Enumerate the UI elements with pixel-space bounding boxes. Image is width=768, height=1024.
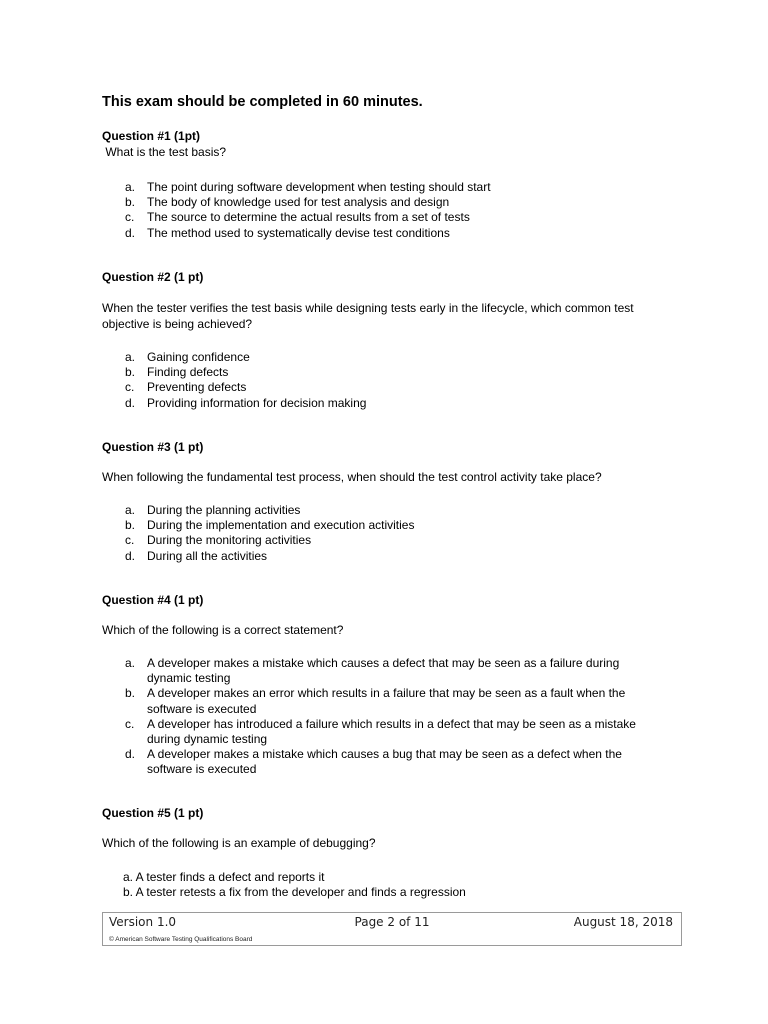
option-item	[102, 210, 667, 225]
option-text: During all the activities	[147, 548, 268, 563]
option-item	[102, 380, 667, 395]
option-letter: d.	[125, 225, 136, 240]
option-text: During the planning activities	[147, 503, 301, 517]
option-letter: a.	[125, 503, 136, 517]
option-text: A developer makes a mistake which causes a bug that may be seen as a defect when the software is executed	[147, 747, 622, 777]
option-text: During the monitoring activities	[147, 533, 312, 548]
option-letter: c.	[125, 533, 135, 548]
option-letter: c.	[125, 210, 135, 225]
option-item	[102, 717, 667, 747]
option-item	[102, 549, 667, 564]
question-1-options	[102, 180, 667, 241]
option-text: Gaining confidence	[147, 350, 250, 364]
question-4-text: Which of the following is a correct statement?	[102, 623, 344, 637]
question-4-options	[102, 656, 667, 778]
question-3-heading: Question #3 (1 pt)	[102, 440, 204, 454]
option-letter: a.	[125, 180, 136, 194]
option-text: Providing information for decision making	[147, 395, 367, 410]
option-text: A developer has introduced a failure which results in a defect that may be seen as a mistake during dynamic testing	[147, 716, 636, 747]
option-letter: a.	[125, 350, 136, 364]
question-1-text: What is the test basis?	[102, 145, 227, 159]
option-item: b. A tester retests a fix from the developer and finds a regression	[123, 885, 466, 900]
option-item	[102, 350, 667, 365]
page-title: This exam should be completed in 60 minutes.	[102, 94, 423, 110]
option-item	[102, 180, 667, 195]
page-footer	[102, 912, 682, 946]
option-item	[102, 195, 667, 210]
option-letter: b.	[125, 686, 136, 701]
footer-page-number: Page 2 of 11	[354, 915, 430, 929]
question-3-text: When following the fundamental test process, when should the test control activity take place?	[102, 470, 602, 484]
option-letter: b.	[125, 518, 136, 533]
option-text: A developer makes an error which results in a failure that may be seen as a fault when the software is executed	[147, 686, 626, 716]
option-letter: d.	[125, 747, 136, 762]
option-text: Preventing defects	[147, 380, 247, 395]
option-letter: a.	[125, 656, 136, 670]
option-item	[102, 503, 667, 518]
option-letter: d.	[125, 395, 136, 410]
option-item	[102, 533, 667, 548]
option-letter: d.	[125, 548, 136, 563]
option-item	[102, 747, 667, 777]
option-letter: b.	[125, 365, 136, 380]
option-text: A developer makes a mistake which causes a defect that may be seen as a failure during dynamic testing	[147, 656, 620, 686]
option-item	[102, 518, 667, 533]
question-3-options	[102, 503, 667, 564]
question-5-heading: Question #5 (1 pt)	[102, 806, 204, 820]
option-item	[102, 656, 667, 686]
option-letter: b.	[125, 195, 136, 210]
question-1-heading: Question #1 (1pt)	[102, 129, 201, 143]
footer-copyright: © American Software Testing Qualifications Board	[109, 936, 253, 943]
question-2-text: When the tester verifies the test basis while designing tests early in the lifecycle, which common test objective is being achieved?	[102, 301, 634, 331]
option-text: The method used to systematically devise test conditions	[147, 225, 450, 240]
question-2-options	[102, 350, 667, 411]
option-text: The point during software development when testing should start	[147, 180, 491, 194]
question-4-heading: Question #4 (1 pt)	[102, 593, 204, 607]
question-2-heading: Question #2 (1 pt)	[102, 270, 204, 284]
footer-version: Version 1.0	[109, 915, 177, 929]
option-letter: c.	[125, 380, 135, 395]
question-5-text: Which of the following is an example of debugging?	[102, 836, 376, 850]
option-item	[102, 226, 667, 241]
option-letter: c.	[125, 716, 135, 731]
option-text: The source to determine the actual results from a set of tests	[147, 210, 470, 225]
option-item	[102, 686, 667, 716]
option-text: The body of knowledge used for test analysis and design	[147, 195, 450, 210]
question-5-options	[123, 870, 466, 900]
option-text: During the implementation and execution activities	[147, 518, 415, 533]
footer-date: August 18, 2018	[573, 915, 673, 929]
option-item: a. A tester finds a defect and reports it	[123, 870, 325, 884]
option-item	[102, 365, 667, 380]
option-item	[102, 396, 667, 411]
option-text: Finding defects	[147, 365, 229, 380]
